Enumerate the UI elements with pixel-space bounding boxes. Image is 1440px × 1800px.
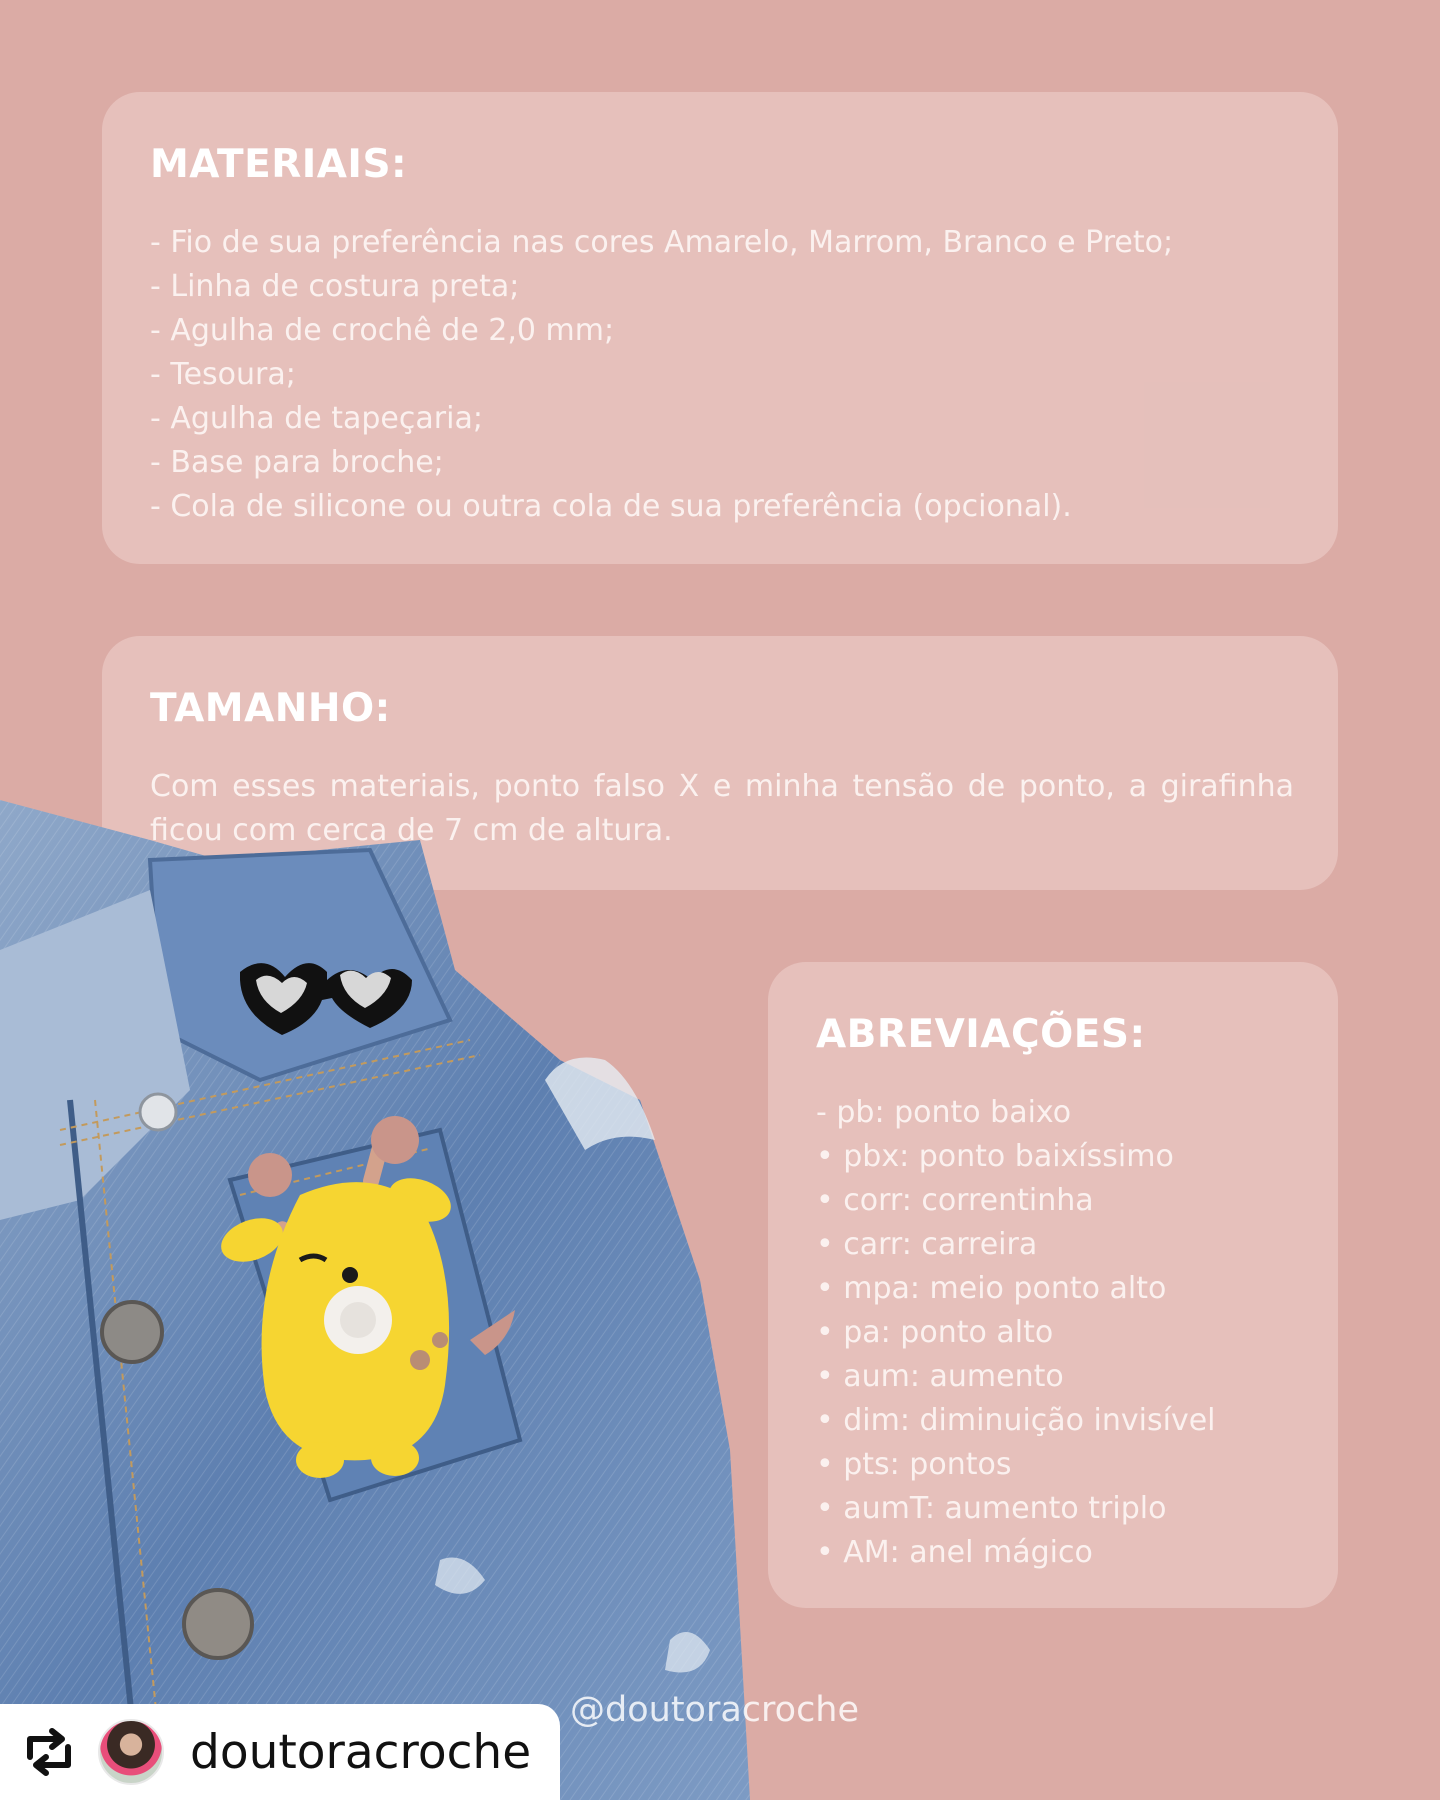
watermark: @doutoracroche: [570, 1690, 860, 1730]
list-item: • aum: aumento: [816, 1359, 1064, 1394]
size-description: Com esses materiais, ponto falso X e minha tensão de ponto, a girafinha ficou com cerca de 7 cm de altura.: [150, 769, 1294, 848]
list-item: • mpa: meio ponto alto: [816, 1271, 1167, 1306]
materials-list: [150, 221, 1294, 529]
list-item: - Linha de costura preta;: [150, 269, 520, 304]
list-item: • pa: ponto alto: [816, 1315, 1054, 1350]
list-item: - Fio de sua preferência nas cores Amarelo, Marrom, Branco e Preto;: [150, 225, 1174, 260]
list-item: • pts: pontos: [816, 1447, 1012, 1482]
list-item: • carr: carreira: [816, 1227, 1038, 1262]
list-item: - Cola de silicone ou outra cola de sua preferência (opcional).: [150, 489, 1072, 524]
list-item: - Agulha de crochê de 2,0 mm;: [150, 313, 615, 348]
list-item: - Base para broche;: [150, 445, 444, 480]
size-title: TAMANHO:: [150, 686, 391, 731]
materials-title: MATERIAIS:: [150, 142, 408, 187]
repost-bar[interactable]: [0, 1704, 560, 1800]
list-item: - pb: ponto baixo: [816, 1095, 1072, 1130]
denim-jacket-photo: [0, 800, 760, 1800]
list-item: • corr: correntinha: [816, 1183, 1094, 1218]
abbreviations-list: [816, 1091, 1298, 1575]
abbreviations-card: [768, 962, 1338, 1608]
avatar[interactable]: [98, 1719, 164, 1785]
list-item: • dim: diminuição invisível: [816, 1403, 1216, 1438]
list-item: - Agulha de tapeçaria;: [150, 401, 483, 436]
abbreviations-title: ABREVIAÇÕES:: [816, 1012, 1146, 1057]
repost-icon[interactable]: [22, 1725, 76, 1779]
repost-username[interactable]: doutoracroche: [190, 1724, 532, 1780]
list-item: • pbx: ponto baixíssimo: [816, 1139, 1174, 1174]
list-item: • AM: anel mágico: [816, 1535, 1093, 1570]
list-item: - Tesoura;: [150, 357, 296, 392]
list-item: • aumT: aumento triplo: [816, 1491, 1167, 1526]
materials-card: [102, 92, 1338, 564]
